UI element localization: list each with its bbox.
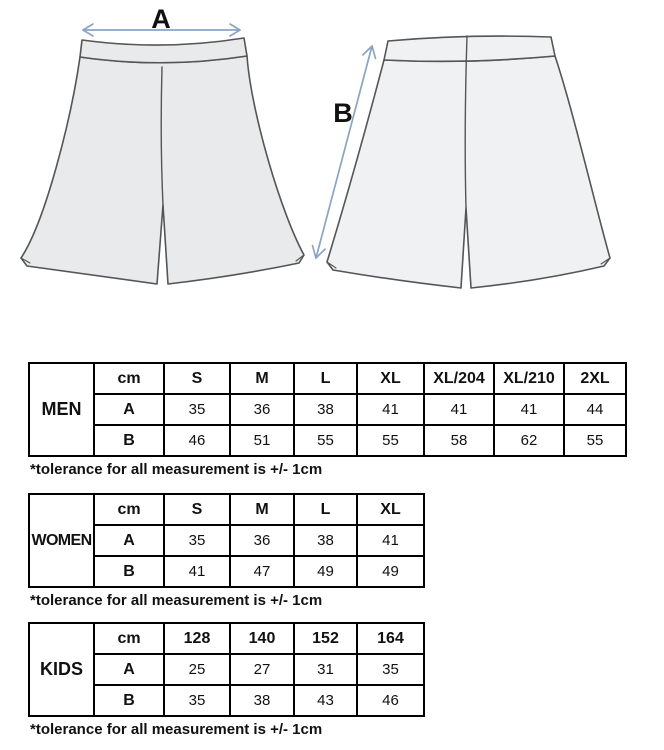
size-header-cell: M xyxy=(230,494,294,525)
tolerance-note: *tolerance for all measurement is +/- 1cm xyxy=(30,461,323,478)
group-label-cell: KIDS xyxy=(29,623,94,716)
measurement-b-label: B xyxy=(333,98,353,128)
value-cell: 49 xyxy=(357,556,424,587)
value-cell: 41 xyxy=(494,394,564,425)
shorts-back-waistband xyxy=(384,36,555,61)
size-header-cell: L xyxy=(294,494,357,525)
measure-row-label-cell: B xyxy=(94,685,164,716)
tolerance-note: *tolerance for all measurement is +/- 1cm xyxy=(30,721,323,738)
value-cell: 31 xyxy=(294,654,357,685)
value-cell: 49 xyxy=(294,556,357,587)
group-label-cell: WOMEN xyxy=(29,494,94,587)
value-cell: 55 xyxy=(564,425,626,456)
value-cell: 41 xyxy=(357,525,424,556)
size-header-cell: XL/204 xyxy=(424,363,494,394)
men-size-table xyxy=(28,362,627,457)
value-cell: 41 xyxy=(424,394,494,425)
table-row xyxy=(29,425,626,456)
size-tables xyxy=(0,362,664,739)
unit-header-cell: cm xyxy=(94,494,164,525)
value-cell: 55 xyxy=(357,425,424,456)
value-cell: 35 xyxy=(164,685,230,716)
men-size-section xyxy=(28,362,664,479)
value-cell: 46 xyxy=(357,685,424,716)
value-cell: 38 xyxy=(294,525,357,556)
size-header-cell: XL/210 xyxy=(494,363,564,394)
table-row xyxy=(29,363,626,394)
value-cell: 35 xyxy=(164,525,230,556)
value-cell: 25 xyxy=(164,654,230,685)
shorts-front-waistband xyxy=(80,38,247,63)
value-cell: 62 xyxy=(494,425,564,456)
kids-size-table xyxy=(28,622,425,717)
value-cell: 38 xyxy=(230,685,294,716)
shorts-back-illustration xyxy=(327,36,610,288)
size-header-cell: XL xyxy=(357,494,424,525)
size-header-cell: M xyxy=(230,363,294,394)
size-header-cell: 2XL xyxy=(564,363,626,394)
shorts-front-illustration xyxy=(21,38,304,284)
size-header-cell: S xyxy=(164,363,230,394)
size-header-cell: 152 xyxy=(294,623,357,654)
size-header-cell: L xyxy=(294,363,357,394)
table-row xyxy=(29,623,424,654)
kids-size-section xyxy=(28,622,664,739)
size-header-cell: XL xyxy=(357,363,424,394)
measure-row-label-cell: B xyxy=(94,556,164,587)
value-cell: 51 xyxy=(230,425,294,456)
value-cell: 38 xyxy=(294,394,357,425)
value-cell: 43 xyxy=(294,685,357,716)
group-label-cell: MEN xyxy=(29,363,94,456)
shorts-front-body xyxy=(21,56,304,284)
tolerance-note: *tolerance for all measurement is +/- 1cm xyxy=(30,592,323,609)
value-cell: 36 xyxy=(230,525,294,556)
measure-row-label-cell: A xyxy=(94,525,164,556)
measure-row-label-cell: A xyxy=(94,394,164,425)
table-row xyxy=(29,494,424,525)
value-cell: 55 xyxy=(294,425,357,456)
value-cell: 36 xyxy=(230,394,294,425)
size-header-cell: 140 xyxy=(230,623,294,654)
value-cell: 27 xyxy=(230,654,294,685)
value-cell: 44 xyxy=(564,394,626,425)
table-row xyxy=(29,394,626,425)
measurement-a-label: A xyxy=(151,4,171,34)
shorts-back-body xyxy=(327,56,610,288)
value-cell: 41 xyxy=(164,556,230,587)
value-cell: 47 xyxy=(230,556,294,587)
value-cell: 35 xyxy=(357,654,424,685)
measure-row-label-cell: B xyxy=(94,425,164,456)
value-cell: 41 xyxy=(357,394,424,425)
women-size-table xyxy=(28,493,425,588)
size-diagram xyxy=(0,0,664,352)
measure-row-label-cell: A xyxy=(94,654,164,685)
size-header-cell: 128 xyxy=(164,623,230,654)
size-header-cell: S xyxy=(164,494,230,525)
size-header-cell: 164 xyxy=(357,623,424,654)
unit-header-cell: cm xyxy=(94,623,164,654)
value-cell: 46 xyxy=(164,425,230,456)
value-cell: 35 xyxy=(164,394,230,425)
value-cell: 58 xyxy=(424,425,494,456)
unit-header-cell: cm xyxy=(94,363,164,394)
women-size-section xyxy=(28,493,664,610)
